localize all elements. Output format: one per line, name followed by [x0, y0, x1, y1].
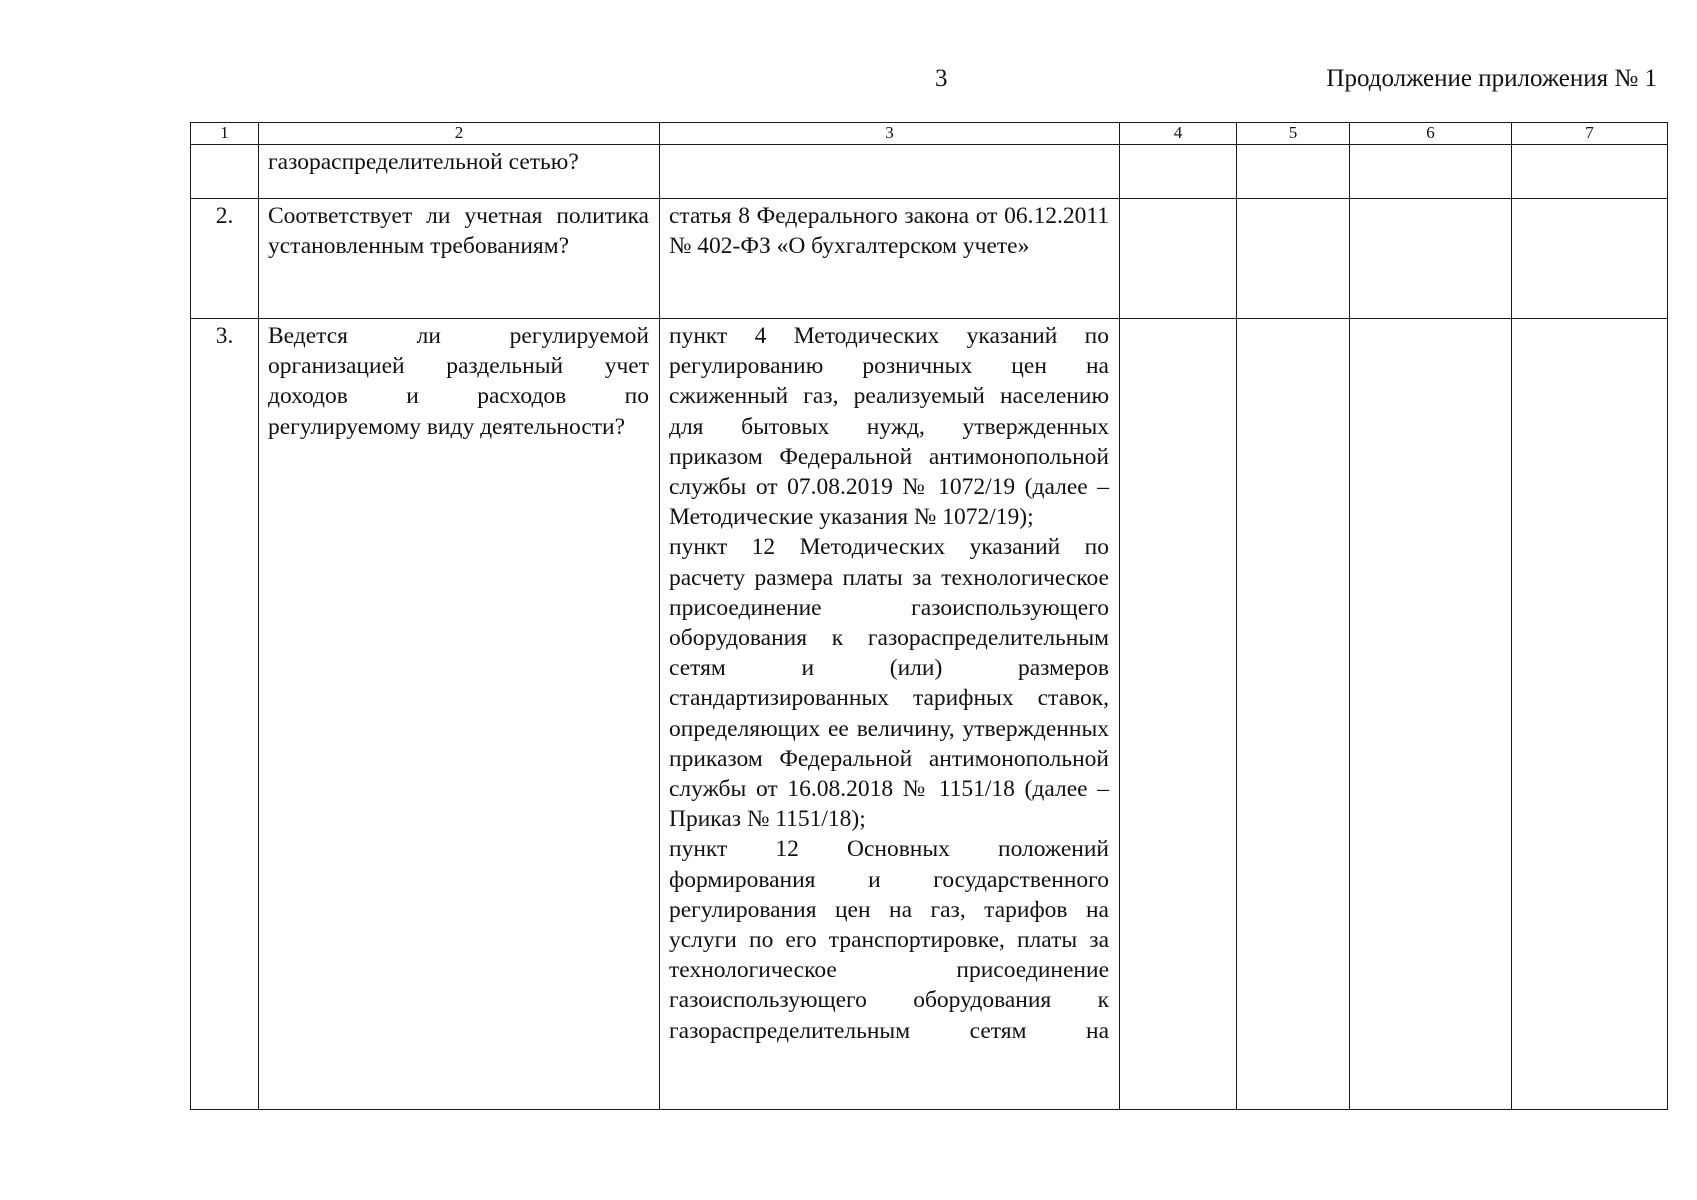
reference-cell — [660, 199, 1120, 319]
answer-cell-7 — [1512, 319, 1668, 1110]
continuation-label: Продолжение приложения № 1 — [1326, 65, 1657, 92]
column-number-1: 1 — [191, 123, 259, 145]
table-row — [191, 319, 1668, 1110]
answer-cell-6 — [1350, 199, 1512, 319]
answer-cell-7 — [1512, 145, 1668, 199]
reference-item: пункт 4 Методических указаний по регулированию розничных цен на сжиженный газ, реализуемый населению для бытовых нужд, утвержденных приказом Федеральной антимонопольной службы от 07.08.2019 № 1072/19 (далее – Методические указания № 1072/19); — [669, 323, 1109, 531]
column-number-4: 4 — [1120, 123, 1237, 145]
answer-cell-6 — [1350, 319, 1512, 1110]
row-number — [191, 145, 258, 147]
page-number: 3 — [935, 65, 948, 92]
table-row — [191, 145, 1668, 199]
answer-cell-7 — [1512, 199, 1668, 319]
question-text: газораспределительной сетью? — [268, 149, 579, 175]
reference-cell — [660, 319, 1120, 1110]
column-number-row — [191, 123, 1668, 145]
column-number-2: 2 — [259, 123, 660, 145]
reference-item: пункт 12 Основных положений формирования и государственного регулирования цен на газ, тарифов на услуги по его транспортировке, платы за технологическое присоединение газоиспользующего оборудования к газораспределительным сетям на — [669, 836, 1109, 1044]
reference-text: статья 8 Федерального закона от 06.12.2011 № 402-ФЗ «О бухгалтерском учете» — [669, 203, 1109, 260]
column-number-6: 6 — [1350, 123, 1512, 145]
answer-cell-6 — [1350, 145, 1512, 199]
reference-item: пункт 12 Методических указаний по расчету размера платы за технологическое присоединение газоиспользующего оборудования к газораспределительным сетям и (или) размеров стандартизированных тарифных ставок, определяющих ее величину, утвержденных приказом Федеральной антимонопольной службы от 16.08.2018 № 1151/18 (далее – Приказ № 1151/18); — [669, 534, 1109, 833]
answer-cell-4 — [1120, 199, 1237, 319]
question-cell — [259, 199, 660, 319]
row-number-cell — [191, 145, 259, 199]
reference-cell — [660, 145, 1120, 199]
question-text: Ведется ли регулируемой организацией раздельный учет доходов и расходов по регулируемому виду деятельности? — [268, 323, 649, 440]
question-text: Соответствует ли учетная политика установленным требованиям? — [268, 203, 649, 260]
answer-cell-5 — [1237, 145, 1350, 199]
answer-cell-5 — [1237, 319, 1350, 1110]
answer-cell-4 — [1120, 319, 1237, 1110]
row-number-cell — [191, 319, 259, 1110]
column-number-7: 7 — [1512, 123, 1668, 145]
row-number: 2. — [215, 203, 234, 229]
reference-text — [660, 145, 1119, 147]
table-row — [191, 199, 1668, 319]
column-number-3: 3 — [660, 123, 1120, 145]
checklist-table — [190, 122, 1668, 1110]
column-number-5: 5 — [1237, 123, 1350, 145]
row-number: 3. — [215, 323, 234, 349]
answer-cell-5 — [1237, 199, 1350, 319]
question-cell — [259, 319, 660, 1110]
row-number-cell — [191, 199, 259, 319]
answer-cell-4 — [1120, 145, 1237, 199]
question-cell — [259, 145, 660, 199]
